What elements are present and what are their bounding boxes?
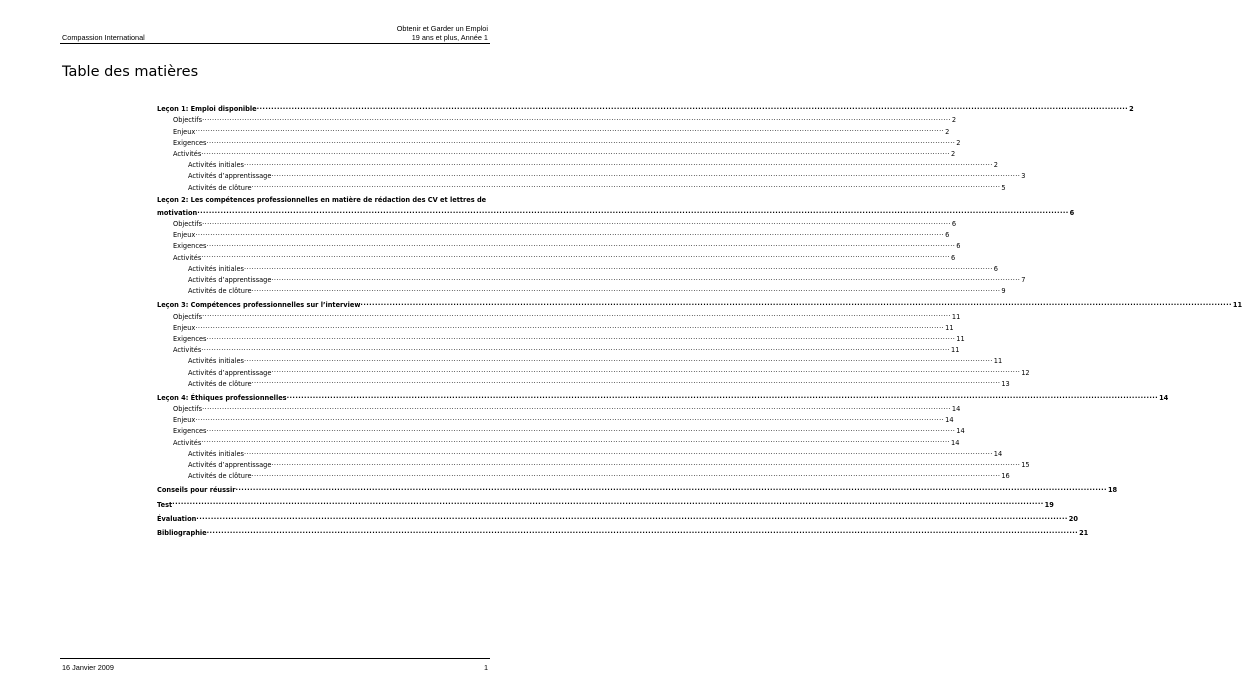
toc-entry[interactable]	[157, 447, 1003, 458]
toc-entry-label: Évaluation	[157, 514, 197, 523]
toc-leader-dots: ............................................................................................................................................................................................................................................................................................................	[202, 114, 951, 123]
toc-entry-label: Activités initiales	[188, 161, 244, 170]
toc-entry-page: 16	[1001, 472, 1010, 481]
toc-entry-page: 11	[1232, 301, 1242, 310]
toc-entry[interactable]	[157, 458, 1030, 469]
toc-entry[interactable]	[157, 217, 957, 229]
toc-entry[interactable]	[157, 273, 1026, 284]
toc-leader-dots: ............................................................................................................................................................................................................................................................................................................	[243, 447, 993, 456]
toc-leader-dots: ............................................................................................................................................................................................................................................................................................................	[243, 262, 993, 271]
page-title: Table des matières	[62, 64, 199, 80]
toc-entry-page: 3	[1021, 172, 1026, 181]
toc-entry-page: 9	[1001, 287, 1006, 296]
toc-leader-dots: ............................................................................................................................................................................................................................................................................................................	[202, 310, 951, 319]
table-of-contents	[157, 99, 1242, 537]
toc-entry-page: 2	[956, 138, 961, 147]
toc-entry[interactable]	[157, 298, 1242, 310]
toc-leader-dots: ............................................................................................................................................................................................................................................................................................................	[202, 217, 951, 226]
toc-leader-dots: ............................................................................................................................................................................................................................................................................................................	[271, 170, 1021, 179]
toc-entry[interactable]	[157, 402, 961, 414]
toc-entry[interactable]	[157, 113, 957, 125]
toc-entry[interactable]	[157, 180, 1006, 192]
toc-leader-dots: ............................................................................................................................................................................................................................................................................................................	[195, 414, 945, 423]
toc-entry[interactable]	[157, 526, 1089, 537]
toc-leader-dots: ............................................................................................................................................................................................................................................................................................................	[271, 273, 1021, 282]
toc-entry-page: 14	[945, 416, 954, 425]
toc-leader-dots: ............................................................................................................................................................................................................................................................................................................	[360, 299, 1232, 308]
toc-entry-page: 14	[956, 427, 965, 436]
toc-entry-page: 6	[956, 242, 961, 251]
toc-entry-page: 11	[956, 334, 965, 343]
toc-entry[interactable]	[157, 228, 950, 240]
toc-entry-label: Conseils pour réussir	[157, 486, 236, 495]
toc-entry-label: Activités d’apprentissage	[188, 276, 272, 284]
toc-entry-page: 11	[951, 346, 960, 355]
toc-entry[interactable]	[157, 365, 1030, 377]
toc-leader-dots: ............................................................................................................................................................................................................................................................................................................	[201, 147, 951, 156]
toc-leader-dots: ............................................................................................................................................................................................................................................................................................................	[256, 102, 1129, 111]
footer-page-number: 1	[483, 663, 488, 672]
toc-entry-label: Activités	[173, 149, 202, 158]
toc-entry-page: 6	[951, 253, 956, 262]
toc-entry[interactable]	[157, 332, 965, 343]
toc-entry-label: Activités	[173, 438, 202, 447]
toc-entry-label: Activités initiales	[188, 449, 244, 458]
toc-entry[interactable]	[157, 158, 998, 170]
toc-leader-dots: ............................................................................................................................................................................................................................................................................................................	[202, 402, 951, 411]
toc-leader-dots: ............................................................................................................................................................................................................................................................................................................	[271, 366, 1021, 375]
toc-entry[interactable]	[157, 250, 956, 262]
toc-entry-label: Leçon 4: Éthiques professionnelles	[157, 393, 287, 402]
toc-leader-dots: ............................................................................................................................................................................................................................................................................................................	[196, 512, 1068, 521]
header-organization: Compassion International	[62, 33, 145, 42]
toc-leader-dots: ............................................................................................................................................................................................................................................................................................................	[206, 332, 956, 341]
toc-entry-page: 19	[1044, 500, 1054, 509]
toc-entry-page: 14	[951, 438, 960, 447]
toc-entry-label: Activités de clôture	[188, 472, 252, 481]
toc-leader-dots: ............................................................................................................................................................................................................................................................................................................	[271, 458, 1021, 467]
toc-entry-label: Bibliographie	[157, 528, 207, 537]
toc-entry-page: 14	[993, 449, 1003, 458]
toc-entry[interactable]	[157, 321, 954, 332]
toc-entry-page: 2	[945, 127, 950, 136]
toc-entry-label: Activités d’apprentissage	[188, 368, 272, 377]
toc-entry-page: 18	[1107, 486, 1118, 495]
toc-entry[interactable]	[157, 512, 1078, 523]
toc-entry[interactable]	[157, 309, 961, 321]
toc-entry-label: Exigences	[173, 334, 207, 343]
header-course-level: 19 ans et plus, Année 1	[411, 33, 488, 42]
toc-entry-label: Objectifs	[173, 116, 203, 125]
toc-entry[interactable]	[157, 377, 1010, 388]
toc-entry-page: 6	[1069, 208, 1075, 217]
toc-entry-page: 5	[1001, 183, 1006, 192]
toc-entry-label: Test	[157, 500, 173, 509]
toc-leader-dots: ............................................................................................................................................................................................................................................................................................................	[235, 484, 1107, 493]
toc-entry-label-continued: motivation	[157, 208, 198, 217]
toc-entry-label: Exigences	[173, 242, 207, 251]
toc-entry[interactable]	[157, 469, 1010, 481]
toc-entry[interactable]	[157, 435, 960, 447]
toc-entry-page: 11	[951, 312, 961, 321]
toc-entry-page: 2	[1129, 105, 1134, 114]
toc-leader-dots: ............................................................................................................................................................................................................................................................................................................	[206, 240, 956, 249]
toc-leader-dots: ............................................................................................................................................................................................................................................................................................................	[201, 343, 951, 352]
toc-entry[interactable]	[157, 424, 965, 436]
toc-entry[interactable]	[157, 483, 1118, 495]
toc-entry-page: 14	[1159, 393, 1169, 402]
toc-leader-dots: ............................................................................................................................................................................................................................................................................................................	[172, 498, 1044, 507]
toc-leader-dots: ............................................................................................................................................................................................................................................................................................................	[195, 229, 945, 238]
toc-entry-page: 11	[945, 323, 954, 332]
toc-leader-dots: ............................................................................................................................................................................................................................................................................................................	[243, 158, 993, 167]
toc-entry-page: 12	[1021, 368, 1030, 377]
toc-entry-label: Enjeux	[173, 416, 196, 425]
toc-entry-label: Activités d’apprentissage	[188, 172, 272, 181]
toc-entry[interactable]	[157, 102, 1134, 114]
toc-entry[interactable]	[157, 195, 1075, 217]
toc-entry-label: Activités	[173, 253, 202, 262]
toc-leader-dots: ............................................................................................................................................................................................................................................................................................................	[206, 425, 956, 434]
toc-leader-dots: ............................................................................................................................................................................................................................................................................................................	[201, 251, 951, 260]
toc-entry[interactable]	[157, 262, 998, 273]
toc-entry-page: 6	[945, 231, 950, 240]
toc-entry-page: 20	[1068, 514, 1078, 523]
toc-entry[interactable]	[157, 497, 1054, 509]
toc-entry-label: Activités initiales	[188, 357, 244, 366]
toc-entry-page: 6	[993, 264, 998, 273]
toc-leader-dots: ............................................................................................................................................................................................................................................................................................................	[201, 436, 951, 445]
toc-entry-page: 7	[1021, 276, 1026, 284]
toc-leader-dots: ............................................................................................................................................................................................................................................................................................................	[195, 321, 945, 330]
toc-entry-label: Activités d’apprentissage	[188, 461, 272, 469]
toc-entry[interactable]	[157, 147, 956, 158]
toc-leader-dots: ............................................................................................................................................................................................................................................................................................................	[251, 181, 1001, 190]
toc-leader-dots: ............................................................................................................................................................................................................................................................................................................	[251, 377, 1001, 386]
toc-entry-page: 13	[1001, 379, 1010, 388]
toc-entry-label: Leçon 3: Compétences professionnelles sur l’interview	[157, 301, 361, 310]
toc-leader-dots: ............................................................................................................................................................................................................................................................................................................	[251, 284, 1001, 293]
toc-leader-dots: ............................................................................................................................................................................................................................................................................................................	[206, 526, 1079, 535]
toc-leader-dots: ............................................................................................................................................................................................................................................................................................................	[251, 469, 1001, 478]
toc-entry-page: 6	[951, 220, 957, 229]
toc-entry-label: Leçon 1: Emploi disponible	[157, 105, 257, 114]
toc-entry-page: 2	[951, 149, 956, 158]
toc-entry[interactable]	[157, 136, 961, 147]
toc-entry[interactable]	[157, 354, 1003, 366]
toc-entry-page: 21	[1079, 528, 1089, 537]
toc-entry-label: Enjeux	[173, 323, 196, 332]
toc-entry-label: Leçon 2: Les compétences professionnelles en matière de rédaction des CV et lettres de	[157, 195, 487, 204]
toc-leader-dots: ............................................................................................................................................................................................................................................................................................................	[286, 391, 1159, 400]
header-course-title: Obtenir et Garder un Emploi	[396, 24, 488, 33]
footer-divider	[60, 658, 490, 659]
toc-entry[interactable]	[157, 124, 950, 136]
toc-entry-label: Activités	[173, 346, 202, 355]
toc-leader-dots: ............................................................................................................................................................................................................................................................................................................	[195, 125, 945, 134]
toc-entry-label: Activités de clôture	[188, 379, 252, 388]
toc-entry[interactable]	[157, 391, 1169, 402]
toc-entry-label: Activités de clôture	[188, 183, 252, 192]
toc-entry[interactable]	[157, 239, 961, 251]
toc-leader-dots: ............................................................................................................................................................................................................................................................................................................	[243, 355, 993, 364]
toc-entry-page: 14	[951, 405, 961, 414]
toc-leader-dots: ............................................................................................................................................................................................................................................................................................................	[206, 136, 956, 145]
toc-entry[interactable]	[157, 284, 1006, 296]
toc-entry[interactable]	[157, 413, 954, 425]
toc-entry[interactable]	[157, 343, 960, 355]
toc-entry-label: Objectifs	[173, 405, 203, 414]
toc-entry-label: Enjeux	[173, 127, 196, 136]
toc-entry-label: Exigences	[173, 138, 207, 147]
header-document-info	[397, 24, 488, 42]
toc-entry-label: Activités initiales	[188, 264, 244, 273]
toc-entry-label: Objectifs	[173, 312, 203, 321]
toc-entry-label: Exigences	[173, 427, 207, 436]
toc-leader-dots: ............................................................................................................................................................................................................................................................................................................	[197, 206, 1069, 215]
toc-entry[interactable]	[157, 169, 1026, 181]
toc-entry-page: 15	[1021, 461, 1030, 469]
toc-entry-page: 2	[951, 116, 957, 125]
toc-entry-label: Objectifs	[173, 220, 203, 229]
toc-entry-label: Activités de clôture	[188, 287, 252, 296]
header-divider	[60, 43, 490, 44]
toc-entry-page: 2	[993, 161, 998, 170]
toc-entry-label: Enjeux	[173, 231, 196, 240]
toc-entry-page: 11	[993, 357, 1003, 366]
footer-date: 16 Janvier 2009	[62, 663, 114, 672]
